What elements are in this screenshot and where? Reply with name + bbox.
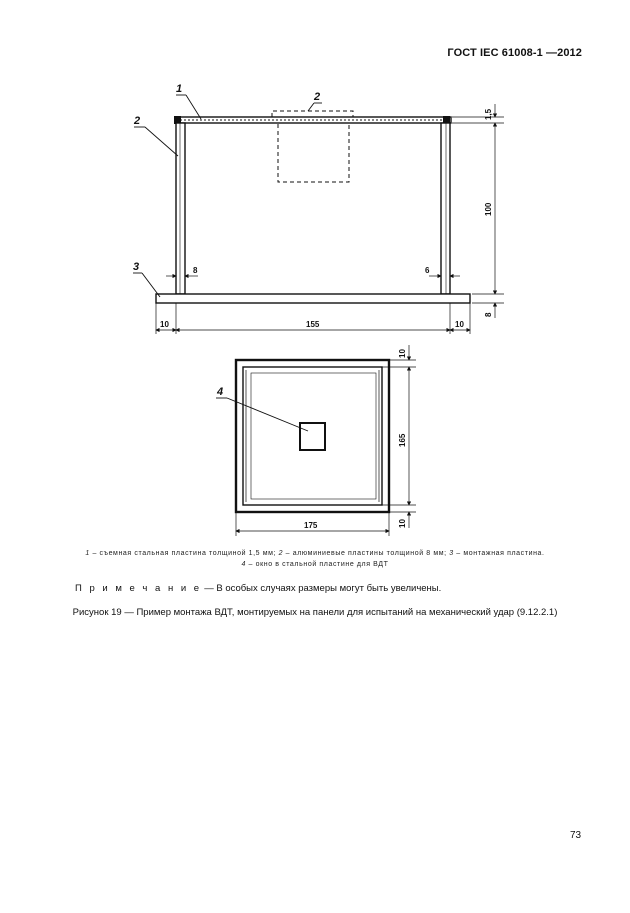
window-outline bbox=[278, 124, 349, 182]
dim-base-thickness: 8 bbox=[484, 312, 493, 317]
callout-4: 4 bbox=[217, 386, 224, 398]
dim-left-inset: 8 bbox=[193, 266, 198, 275]
callout-2-top: 2 bbox=[314, 91, 321, 103]
page-number: 73 bbox=[570, 830, 582, 841]
figure-caption: Рисунок 19 — Пример монтажа ВДТ, монтируемых на панели для испытаний на механический удар (9.12.2.1) bbox=[72, 607, 558, 618]
callout-3: 3 bbox=[133, 261, 140, 273]
legend-line-2 bbox=[0, 561, 630, 568]
note-text: — В особых случаях размеры могут быть увеличены. bbox=[201, 583, 442, 594]
note bbox=[75, 583, 441, 594]
legend-text-3: – монтажная пластина. bbox=[453, 550, 545, 557]
breaker-window bbox=[300, 423, 325, 450]
dim-right-margin: 10 bbox=[455, 320, 464, 329]
dim-plan-bottom: 10 bbox=[398, 519, 407, 528]
dim-top-thickness: 1,5 bbox=[484, 108, 493, 120]
aluminium-plate-right bbox=[441, 123, 450, 294]
dim-left-margin: 10 bbox=[160, 320, 169, 329]
elevation-view bbox=[133, 95, 504, 334]
legend-num-1: 1 bbox=[85, 550, 90, 557]
dim-plan-width: 175 bbox=[304, 521, 318, 530]
callout-1: 1 bbox=[176, 83, 183, 95]
dim-inner-width: 155 bbox=[306, 320, 320, 329]
legend-num-3: 3 bbox=[449, 550, 454, 557]
legend-text-2: – алюминиевые пластины толщиной 8 мм; bbox=[283, 550, 450, 557]
legend-line-1 bbox=[0, 550, 630, 557]
legend-num-2: 2 bbox=[278, 550, 284, 557]
dim-right-inset: 6 bbox=[425, 266, 430, 275]
legend-text-4: – окно в стальной пластине для ВДТ bbox=[246, 561, 389, 568]
note-label: П р и м е ч а н и е bbox=[75, 583, 202, 594]
aluminium-plate-left bbox=[176, 123, 185, 294]
standard-header: ГОСТ IEC 61008-1 —2012 bbox=[447, 47, 582, 59]
callout-2: 2 bbox=[134, 115, 141, 127]
dim-height: 100 bbox=[484, 202, 493, 216]
legend-num-4: 4 bbox=[241, 561, 246, 568]
dim-plan-height: 165 bbox=[398, 433, 407, 447]
dim-plan-top: 10 bbox=[398, 349, 407, 358]
mounting-plate bbox=[156, 294, 470, 303]
legend-text-1: – съемная стальная пластина толщиной 1,5 мм; bbox=[89, 550, 279, 557]
plan-view bbox=[216, 345, 416, 536]
